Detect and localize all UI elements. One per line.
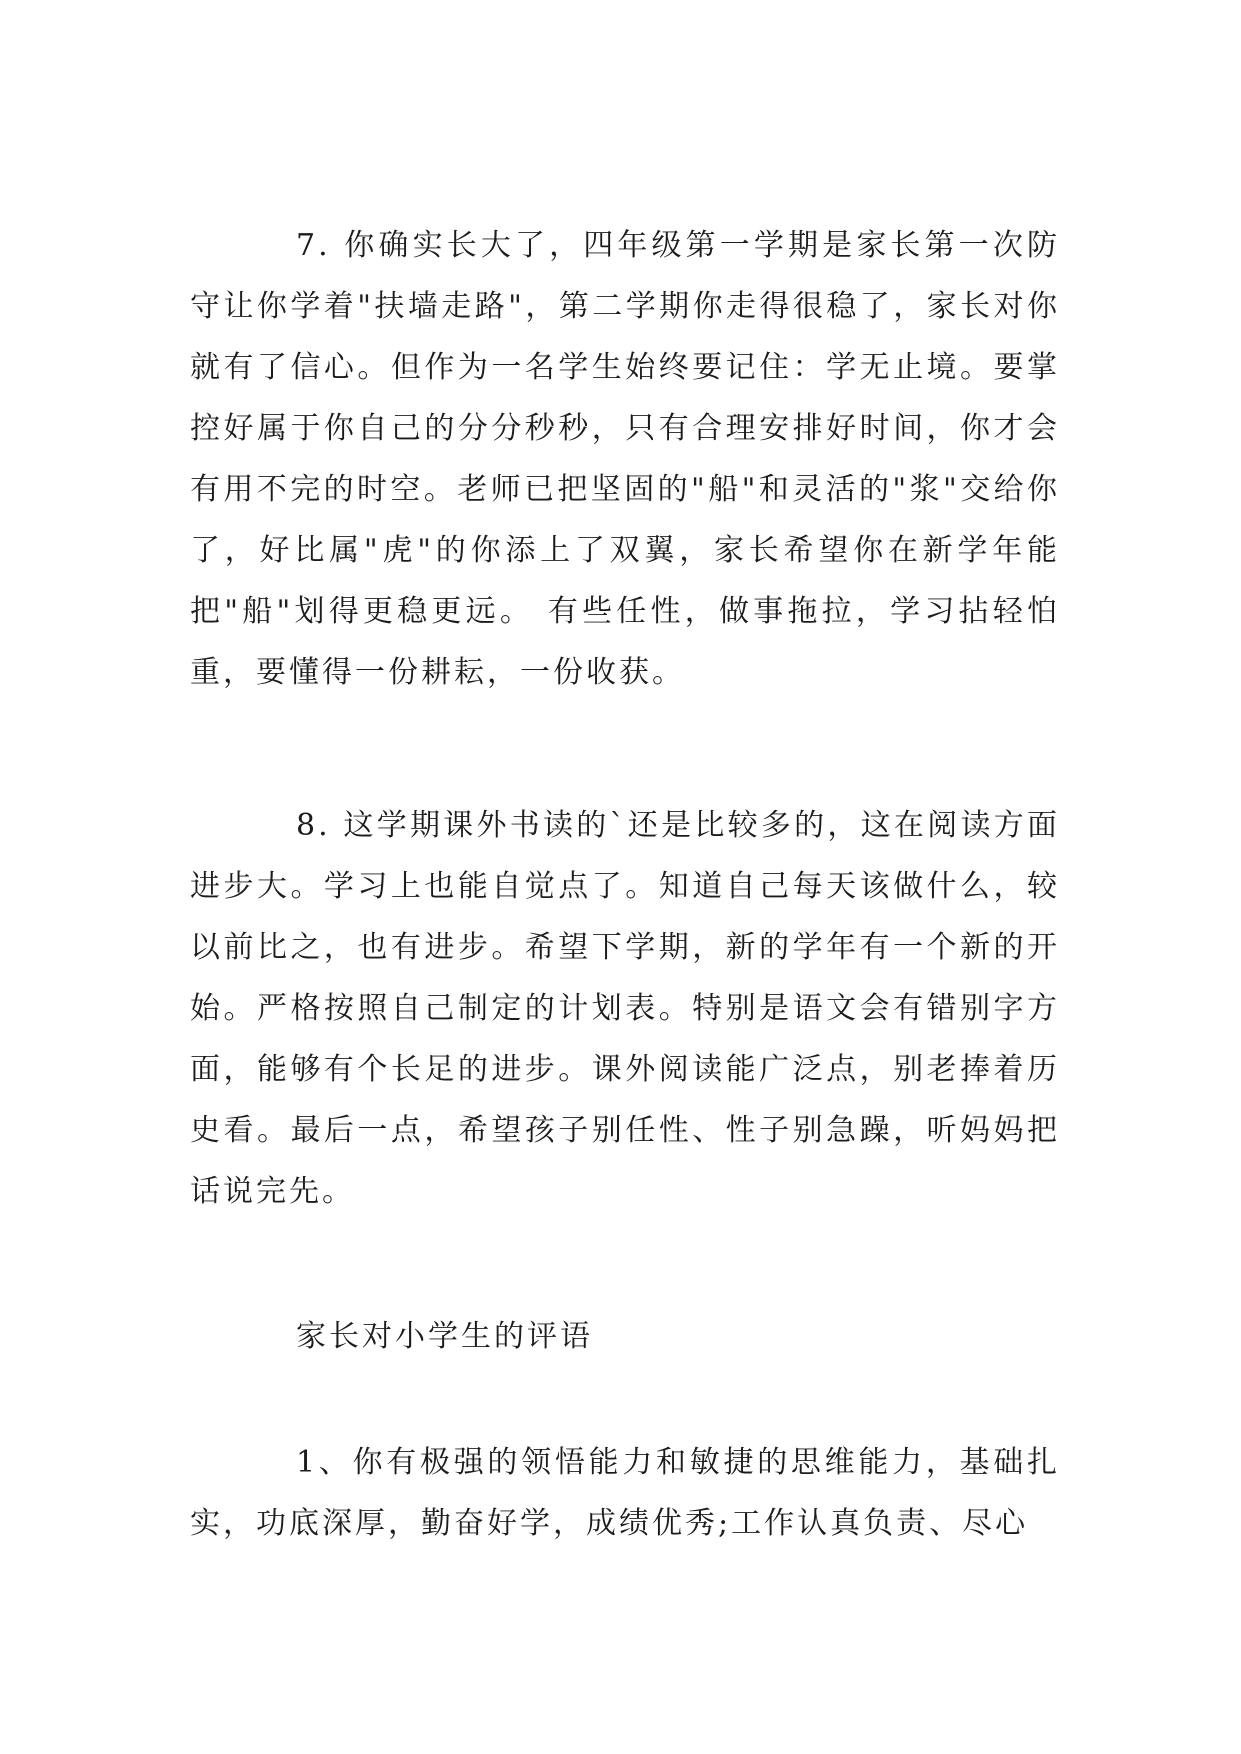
section-heading: 家长对小学生的评语 <box>296 1319 593 1354</box>
paragraph-1: 1、你有极强的领悟能力和敏捷的思维能力，基础扎实，功底深厚，勤奋好学，成绩优秀;工作认真负责、尽心 <box>190 1445 1060 1541</box>
paragraph-8: 8. 这学期课外书读的`还是比较多的，这在阅读方面进步大。学习上也能自觉点了。知道自己每天该做什么，较以前比之，也有进步。希望下学期，新的学年有一个新的开始。严格按照自己制定的计划表。特别是语文会有错别字方面，能够有个长足的进步。课外阅读能广泛点，别老捧着历史看。最后一点，希望孩子别任性、性子别急躁，听妈妈把话说完先。 <box>190 808 1060 1209</box>
paragraph-7: 7. 你确实长大了，四年级第一学期是家长第一次防守让你学着"扶墙走路"，第二学期你走得很稳了，家长对你就有了信心。但作为一名学生始终要记住：学无止境。要掌控好属于你自己的分分秒秒，只有合理安排好时间，你才会有用不完的时空。老师已把坚固的"船"和灵活的"浆"交给你了，好比属"虎"的你添上了双翼，家长希望你在新学年能把"船"划得更稳更远。 有些任性，做事拖拉，学习拈轻怕重，要懂得一份耕耘，一份收获。 <box>190 228 1060 690</box>
